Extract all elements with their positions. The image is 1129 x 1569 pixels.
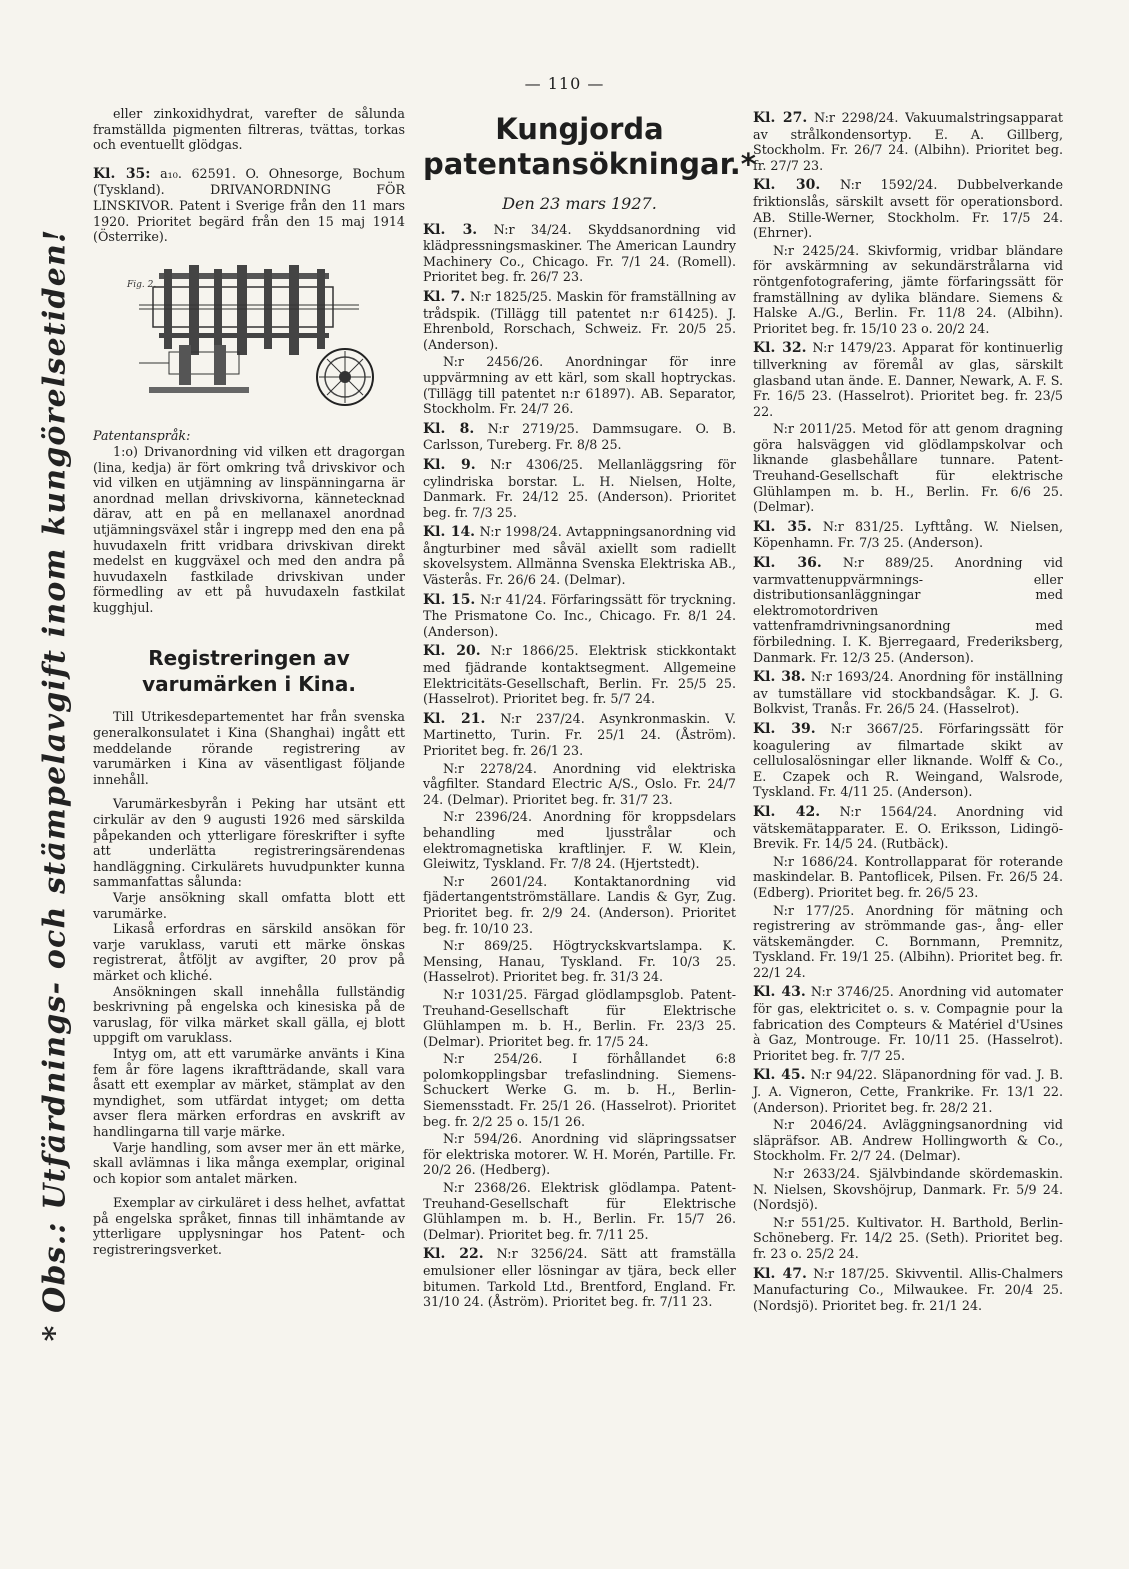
entry-text: N:r 1686/24. Kontrollapparat för roterande maskindelar. B. Pantoflicek, Pilsen. Fr. 26/5 24. (Edberg). Prioritet beg. fr. 26/5 23. — [753, 853, 1063, 900]
class-label: Kl. 21. — [423, 710, 486, 727]
entry-text: N:r 3667/25. Förfaringssätt för koagulering av filmartade skikt av cellulosalösningar eller liknande. Wolff & Co., E. Czapek och R. Weingand, Walsrode, Tyskland. Fr. 4/11 25. (Anderson). — [753, 720, 1064, 800]
patent-entry — [753, 555, 1063, 665]
entry-text: N:r 34/24. Skyddsanordning vid klädpressningsmaskiner. The American Laundry Machinery Co., Chicago. Fr. 7/1 24. (Romell). Prioritet beg. fr. 26/7 23. — [423, 221, 736, 285]
patent-entry — [423, 354, 736, 416]
patent-entry — [753, 340, 1063, 419]
body-paragraph: Varje ansökning skall omfatta blott ett varumärke. — [93, 890, 405, 921]
body-paragraph: Varje handling, som avser mer än ett märke, skall avlämnas i lika många exemplar, original och kopior som antalet märken. — [93, 1139, 405, 1186]
entry-text: N:r 2425/24. Skivformig, vridbar bländare för avskärmning av sekundärstrålarna vid röntgenfotografering, jämte förfaringssätt för framställning av dylika bländare. Siemens & Halske A./G., Berlin. Fr. 11/8 24. (Albihn). Prioritet beg. fr. 15/10 23 o. 20/2 24. — [753, 242, 1063, 336]
entry-text: N:r 2633/24. Självbindande skördemaskin. N. Nielsen, Skovshöjrup, Danmark. Fr. 5/9 24. (Nordsjö). — [753, 1166, 1063, 1213]
entry-text: N:r 2368/26. Elektrisk glödlampa. Patent-Treuhand-Gesellschaft für Elektrische Glühlampen m. b. H., Berlin. Fr. 15/7 26. (Delmar). Prioritet beg. fr. 7/11 25. — [423, 1180, 736, 1242]
entry-text: N:r 1998/24. Avtappningsanordning vid ångturbiner med såväl axiellt som radiellt skovelsystem. Allmänna Svenska Elektriska AB., Västerås. Fr. 26/6 24. (Delmar). — [423, 524, 736, 588]
class-label: Kl. 3. — [423, 221, 478, 238]
patent-entry — [423, 809, 736, 871]
column-1 — [93, 106, 405, 1258]
class-label: Kl. 15. — [423, 591, 476, 608]
patent-entry — [423, 938, 736, 985]
entry-text: N:r 2719/25. Dammsugare. O. B. Carlsson, Tureberg. Fr. 8/8 25. — [423, 420, 736, 453]
entry-text: N:r 2278/24. Anordning vid elektriska vågfilter. Standard Electric A/S., Oslo. Fr. 24/7 24. (Delmar). Prioritet beg. fr. 31/7 23. — [423, 760, 736, 807]
entry-text: N:r 889/25. Anordning vid varmvattenuppvärmnings- eller distributionsanläggningar med elektromotordriven vattenframdrivningsanordning med förbiledning. I. K. Bjerregaard, Frederiksberg, Danmark. Fr. 12/3 25. (Anderson). — [753, 555, 1063, 665]
entry-text: N:r 187/25. Skivventil. Allis-Chalmers Manufacturing Co., Milwaukee. Fr. 20/4 25. (Nordsjö). Prioritet beg. fr. 21/1 24. — [753, 1265, 1063, 1313]
patent-entry — [423, 711, 736, 759]
entry-text: N:r 2046/24. Avläggningsanordning vid släpräfsor. AB. Andrew Hollingworth & Co., Stockholm. Fr. 2/7 24. (Delmar). — [753, 1117, 1063, 1164]
section-title: Kungjorda patentansökningar.* — [423, 112, 756, 181]
entry-text: N:r 1825/25. Maskin för framställning av trådspik. (Tillägg till patentet n:r 61425). J. Ehrenbold, Rorschach, Schweiz. Fr. 20/5 25. (Anderson). — [423, 288, 736, 352]
patent-entry — [423, 421, 736, 453]
patent-entry — [753, 1117, 1063, 1164]
entry-text: N:r 177/25. Anordning för mätning och registrering av strömmande gas-, ång- eller vätskemängder. C. Bornmann, Premnitz, Tyskland. Fr. 19/1 25. (Albihn). Prioritet beg. fr. 22/1 24. — [753, 902, 1063, 980]
date-heading: Den 23 mars 1927. — [502, 194, 657, 213]
entry-text: N:r 869/25. Högtryckskvartslampa. K. Mensing, Hanau, Tyskland. Fr. 10/3 25. (Hasselrot). Prioritet beg. fr. 31/3 24. — [423, 938, 736, 985]
patent-entry — [753, 1215, 1063, 1262]
class-label: Kl. 27. — [753, 110, 808, 126]
drive-mechanism-figure — [119, 257, 389, 419]
class-label: Kl. 22. — [423, 1246, 484, 1263]
entry-text: N:r 4306/25. Mellanläggsring för cylindriska borstar. L. H. Nielsen, Holte, Danmark. Fr. 24/12 25. (Anderson). Prioritet beg. fr. 7/3 25. — [423, 456, 736, 520]
patent-entry — [423, 1051, 736, 1129]
patent-entry — [423, 987, 736, 1049]
entry-text: N:r 3746/25. Anordning vid automater för gas, elektricitet o. s. v. Compagnie pour la fabrication des Compteurs & Matériel d'Usines à Gaz, Montrouge. Fr. 10/11 25. (Hasselrot). Prioritet beg. fr. 7/7 25. — [753, 984, 1063, 1063]
body-paragraph: Intyg om, att ett varumärke använts i Kina fem år före lagens ikraftträdande, skall vara åsatt ett exemplar av märket, stämplat av den myndighet, som utfärdat intyget; om detta avser flera märken erfordras en avskrift av handlingarna till varje märke. — [93, 1045, 405, 1139]
entry-text: N:r 2298/24. Vakuumalstringsapparat av strålkondensortyp. E. A. Gillberg, Stockholm. Fr. 26/7 24. (Albihn). Prioritet beg. fr. 27/7 23. — [753, 110, 1063, 173]
entry-text: N:r 3256/24. Sätt att framställa emulsioner eller lösningar av tjära, beck eller bitumen. Tarkold Ltd., Brentford, England. Fr. 31/10 24. (Åström). Prioritet beg. fr. 7/11 23. — [423, 1246, 736, 1310]
patent-entry — [753, 854, 1063, 901]
page-number: — 110 — — [524, 74, 605, 93]
patent-entry — [753, 110, 1063, 173]
entry-text: N:r 41/24. Förfaringssätt för tryckning. The Prismatone Co. Inc., Chicago. Fr. 8/1 24. (Anderson). — [423, 591, 736, 639]
class-label: Kl. 14. — [423, 524, 476, 541]
entry-text: N:r 1866/25. Elektrisk stickkontakt med fjädrande kontaktsegment. Allgemeine Elektricitäts-Gesellschaft, Berlin. Fr. 25/5 25. (Hasselrot). Prioritet beg. fr. 5/7 24. — [423, 643, 736, 707]
entry-text: N:r 2601/24. Kontaktanordning vid fjädertangentströmställare. Landis & Gyr, Zug. Prioritet beg. fr. 2/9 24. (Anderson). Prioritet beg. fr. 10/10 23. — [423, 873, 736, 936]
entry-text: N:r 2396/24. Anordning för kroppsdelars behandling med ljusstrålar och elektromagnetiska kraftlinjer. F. W. Klein, Gleiwitz, Tyskland. Fr. 7/8 24. (Hjertstedt). — [423, 809, 736, 872]
patent-entry — [753, 243, 1063, 337]
entry-text: N:r 594/26. Anordning vid släpringssatser för elektriska motorer. W. H. Morén, Partille. Fr. 20/2 26. (Hedberg). — [423, 1131, 736, 1178]
entry-text: N:r 1031/25. Färgad glödlampsglob. Patent-Treuhand-Gesellschaft für Elektrische Glühlampen m. b. H., Berlin. Fr. 23/3 25. (Delmar). Prioritet beg. fr. 17/5 24. — [423, 986, 736, 1049]
class-label: Kl. 43. — [753, 984, 806, 1001]
patent-entry — [423, 1131, 736, 1178]
class-label: Kl. 38. — [753, 669, 806, 686]
entry-text: N:r 1592/24. Dubbelverkande friktionslås, särskilt avsett för operationsbord. AB. Stille-Werner, Stockholm. Fr. 17/5 24. (Ehrner). — [753, 177, 1063, 241]
continued-paragraph: eller zinkoxidhydrat, varefter de sålunda framställda pigmenten filtreras, tvättas, torkas och eventuellt glödgas. — [93, 106, 405, 153]
body-paragraph: Ansökningen skall innehålla fullständig beskrivning på engelska och kinesiska på de varuslag, för vilka märket skall gälla, ej blott uppgift om varuklass. — [93, 983, 405, 1046]
class-label: Kl. 9. — [423, 456, 476, 473]
patent-entry — [753, 804, 1063, 852]
patent-entry — [423, 643, 736, 706]
body-paragraph: Till Utrikesdepartementet har från svenska generalkonsulatet i Kina (Shanghai) ingått ett meddelande rörande registrering av varumärken i Kina av väsentligast följande innehåll. — [93, 709, 405, 787]
claim-text: 1:o) Drivanordning vid vilken ett dragorgan (lina, kedja) är fört omkring två drivskivor och vid vilken en utjämning av linspänningarna är anordnad mellan drivskivorna, kännetecknad därav, att en på en mellanaxel anordnad utjämningsväxel står i ingrepp med den ena på huvudaxeln fritt vridbara drivskivan direkt medelst en kuggväxel och med den andra på huvudaxeln fastkilade drivskivan under förmedling av ett på huvudaxeln fastkilat kugghjul. — [93, 443, 405, 615]
class-label: Kl. 32. — [753, 340, 807, 357]
patent-entry-kl35 — [93, 166, 405, 245]
patent-entry — [423, 1180, 736, 1242]
patent-entry — [753, 421, 1063, 515]
patent-entry — [423, 289, 736, 352]
entry-text: N:r 2011/25. Metod för att genom dragning göra halsväggen vid glödlampskolvar och liknande glasbehållare tunnare. Patent-Treuhand-Gesellschaft für elektrische Glühlampen m. b. H., Berlin. Fr. 6/6 25. (Delmar). — [753, 421, 1063, 515]
patent-entry — [423, 761, 736, 808]
class-label: Kl. 7. — [423, 288, 466, 305]
entry-text: N:r 237/24. Asynkronmaskin. V. Martinetto, Turin. Fr. 25/1 24. (Åström). Prioritet beg. fr. 26/1 23. — [423, 710, 736, 758]
column-2 — [423, 106, 756, 1310]
entry-text: N:r 2456/26. Anordningar för inre uppvärmning av ett kärl, som skall hoptryckas. (Tillägg till patentet n:r 61897). AB. Separator, Stockholm. Fr. 24/7 26. — [423, 354, 736, 417]
class-label: Kl. 42. — [753, 803, 821, 820]
class-label: Kl. 47. — [753, 1265, 807, 1282]
body-paragraph: Varumärkesbyrån i Peking har utsänt ett cirkulär av den 9 augusti 1926 med särskilda påpekanden och ytterligare föreskrifter i syfte att underlätta registreringsärendenas handläggning. Cirkulärets huvudpunkter kunna sammanfattas sålunda: — [93, 796, 405, 890]
body-paragraph: Likaså erfordras en särskild ansökan för varje varuklass, varuti ett märke önskas registrerat, åtföljt av avgifter, 20 prov på märket och kliché. — [93, 921, 405, 983]
class-label: Kl. 8. — [423, 420, 475, 437]
patent-entry — [753, 669, 1063, 717]
patent-entry — [753, 1266, 1063, 1314]
patent-entry — [753, 1166, 1063, 1213]
entry-text: N:r 1564/24. Anordning vid vätskemätapparater. E. O. Eriksson, Lidingö-Brevik. Fr. 14/5 24. (Rutbäck). — [753, 803, 1063, 852]
figure-label: Fig. 2. — [127, 279, 157, 290]
class-label: Kl. 35: — [93, 165, 151, 182]
body-paragraph: Exemplar av cirkuläret i dess helhet, avfattat på engelska språket, finnas till inhämtande av ytterligare upplysningar hos Patent- och registreringsverket. — [93, 1195, 405, 1258]
patent-entry — [753, 903, 1063, 981]
entry-text: N:r 254/26. I förhållandet 6:8 polomkopplingsbar trefaslindning. Siemens-Schuckert Werke G. m. b. H., Berlin-Siemensstadt. Fr. 25/1 26. (Hasselrot). Prioritet beg. fr. 2/2 25 o. 15/1 26. — [423, 1051, 736, 1129]
patent-entry — [753, 984, 1063, 1063]
class-label: Kl. 30. — [753, 177, 821, 194]
section-heading: Registreringen av varumärken i Kina. — [142, 646, 356, 697]
patent-entry — [423, 592, 736, 640]
entry-text: a₁₀. 62591. O. Ohnesorge, Bochum (Tyskland). DRIVANORDNING FÖR LINSKIVOR. Patent i Sverige från den 11 mars 1920. Prioritet begärd från den 15 maj 1914 (Österrike). — [93, 165, 405, 245]
class-label: Kl. 45. — [753, 1067, 806, 1084]
patent-entry — [753, 1067, 1063, 1115]
entry-text: N:r 1693/24. Anordning för inställning av tumställare vid stockbandsågar. K. J. G. Bolkvist, Tranås. Fr. 26/5 24. (Hasselrot). — [753, 669, 1063, 717]
entry-text: N:r 831/25. Lyfttång. W. Nielsen, Köpenhamn. Fr. 7/3 25. (Anderson). — [753, 518, 1063, 551]
patent-entry — [753, 177, 1063, 240]
side-banner-text: * Obs.: Utfärdnings- och stämpelavgift inom kungörelsetiden! — [37, 228, 73, 1342]
patent-entry — [423, 457, 736, 520]
patent-entry — [423, 524, 736, 587]
entry-text: N:r 94/22. Släpanordning för vad. J. B. J. A. Vigneron, Cette, Frankrike. Fr. 13/1 22. (Anderson). Prioritet beg. fr. 28/2 21. — [753, 1067, 1064, 1115]
class-label: Kl. 36. — [753, 555, 822, 572]
class-label: Kl. 35. — [753, 518, 812, 535]
claims-heading: Patentanspråk: — [93, 428, 191, 444]
class-label: Kl. 20. — [423, 643, 481, 660]
entry-text: N:r 1479/23. Apparat för kontinuerlig tillverkning av föremål av glas, särskilt glasband utan ände. E. Danner, Newark, A. F. S. Fr. 16/5 23. (Hasselrot). Prioritet beg. fr. 23/5 22. — [753, 340, 1063, 419]
patent-entry — [423, 874, 736, 936]
patent-entry — [423, 1246, 736, 1309]
side-banner — [20, 228, 90, 1342]
entry-text: N:r 551/25. Kultivator. H. Barthold, Berlin-Schöneberg. Fr. 14/2 25. (Seth). Prioritet beg. fr. 23 o. 25/2 24. — [753, 1214, 1063, 1261]
patent-entry — [423, 222, 736, 285]
patent-entry — [753, 519, 1063, 551]
class-label: Kl. 39. — [753, 720, 816, 737]
patent-entry — [753, 721, 1063, 800]
column-3 — [753, 106, 1063, 1313]
